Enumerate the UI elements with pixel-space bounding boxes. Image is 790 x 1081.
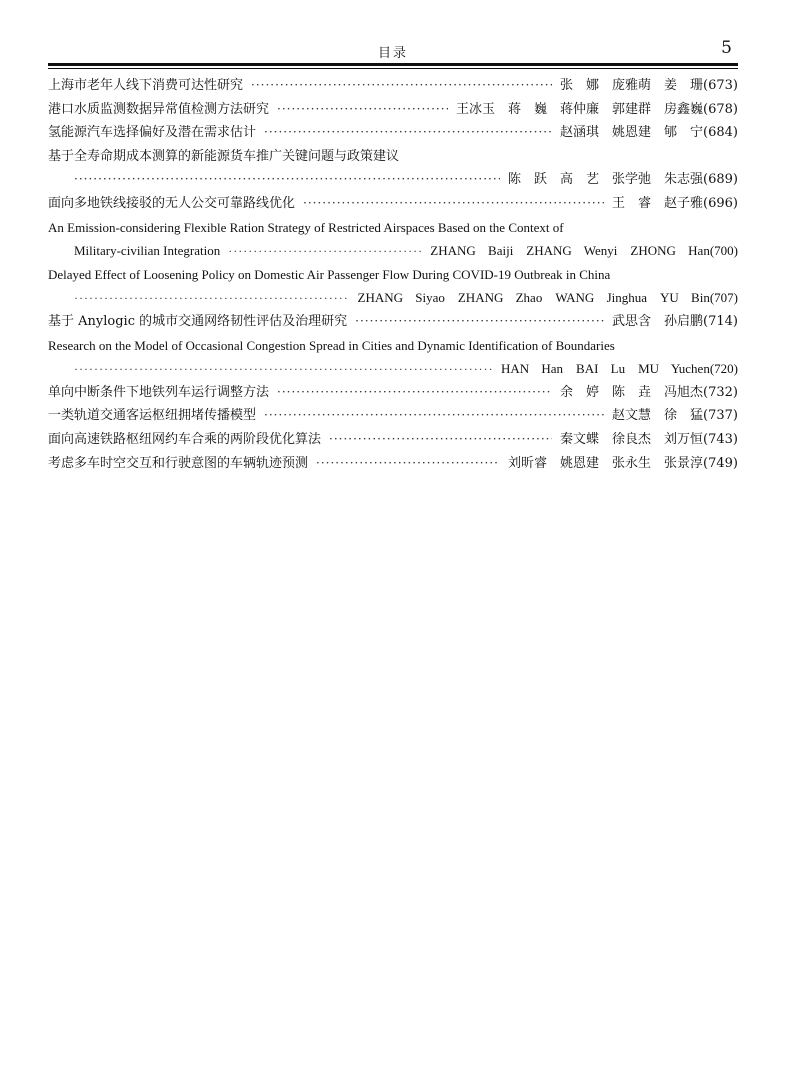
toc-entry-689-title[interactable]	[48, 145, 738, 169]
page-number: 5	[721, 38, 732, 58]
entry-title: 面向多地铁线接驳的无人公交可靠路线优化	[48, 195, 296, 211]
leader-dots	[329, 428, 552, 452]
toc-entry-749[interactable]	[48, 452, 738, 476]
leader-dots	[316, 452, 500, 476]
entry-title: Research on the Model of Occasional Congestion Spread in Cities and Dynamic Identification of Boundaries	[48, 337, 615, 353]
toc-entry-743[interactable]	[48, 428, 738, 452]
entry-authors: ZHANG Siyao ZHANG Zhao WANG Jinghua YU Bin	[357, 290, 710, 306]
toc-entry-700-title[interactable]	[48, 216, 738, 240]
entry-title: 上海市老年人线下消费可达性研究	[48, 78, 244, 93]
leader-dots	[74, 358, 493, 382]
leader-dots	[277, 381, 552, 405]
entry-authors: HAN Han BAI Lu MU Yuchen	[500, 361, 710, 377]
header-rule-thin	[48, 68, 738, 69]
entry-title: 考虑多车时空交互和行驶意图的车辆轨迹预测	[48, 455, 309, 471]
toc-entry-700-authors[interactable]	[48, 239, 738, 263]
entry-authors: 余 婷 陈 垚 冯旭杰	[560, 384, 704, 400]
toc-entry-696[interactable]	[48, 192, 738, 216]
toc-entry-707-title[interactable]	[48, 263, 738, 287]
entry-title: 单向中断条件下地铁列车运行调整方法	[48, 384, 270, 400]
entry-title: 基于 Anylogic 的城市交通网络韧性评估及治理研究	[48, 313, 348, 329]
entry-page: (684)	[703, 125, 738, 141]
entry-title: 基于全寿命期成本测算的新能源货车推广关键问题与政策建议	[48, 148, 400, 164]
leader-dots	[264, 121, 552, 145]
entry-authors: ZHANG Baiji ZHANG Wenyi ZHONG Han	[430, 243, 710, 259]
leader-dots	[74, 168, 500, 192]
entry-authors: 王冰玉 蒋 巍 蒋仲廉 郭建群 房鑫巍	[456, 101, 704, 117]
entry-authors: 陈 跃 高 艺 张学弛 朱志强	[508, 172, 704, 188]
toc-entry-689-authors[interactable]	[48, 168, 738, 192]
entry-authors: 赵涵琪 姚恩建 郇 宁	[560, 125, 704, 141]
entry-page: (737)	[703, 408, 738, 424]
entry-title: 面向高速铁路枢纽网约车合乘的两阶段优化算法	[48, 431, 322, 447]
entry-page: (732)	[703, 384, 738, 400]
entry-page: (700)	[709, 243, 738, 259]
entry-authors: 赵文慧 徐 猛	[612, 408, 704, 424]
entry-authors: 秦文蝶 徐良杰 刘万恒	[560, 431, 704, 447]
entry-authors: 武思含 孙启鹏	[612, 313, 704, 329]
entry-page: (749)	[703, 455, 738, 471]
toc-entry-714[interactable]	[48, 310, 738, 334]
toc-entry-684[interactable]	[48, 121, 738, 145]
leader-dots	[228, 240, 422, 264]
entry-title: Delayed Effect of Loosening Policy on Domestic Air Passenger Flow During COVID-19 Outbreak in China	[48, 266, 611, 282]
entry-title: 一类轨道交通客运枢纽拥堵传播模型	[48, 408, 257, 424]
entry-title: 氢能源汽车选择偏好及潜在需求估计	[48, 125, 257, 141]
entry-page: (689)	[703, 172, 738, 188]
leader-dots	[303, 192, 604, 216]
entry-page: (707)	[709, 290, 738, 306]
entry-page: (743)	[703, 431, 738, 447]
header-title: 目录	[377, 46, 408, 61]
entry-authors: 刘昕睿 姚恩建 张永生 张景淳	[508, 455, 704, 471]
leader-dots	[277, 98, 448, 122]
entry-title: An Emission-considering Flexible Ration Strategy of Restricted Airspaces Based on the Context of	[48, 219, 564, 235]
toc-entry-678[interactable]	[48, 98, 738, 122]
toc-entry-720-title[interactable]	[48, 334, 738, 358]
entry-page: (678)	[703, 101, 738, 117]
entry-page: (714)	[703, 313, 738, 329]
leader-dots	[251, 74, 552, 98]
toc-entry-673[interactable]	[48, 74, 738, 98]
toc-entry-707-authors[interactable]	[48, 286, 738, 310]
table-of-contents	[48, 74, 738, 475]
leader-dots	[74, 287, 350, 311]
toc-entry-720-authors[interactable]	[48, 357, 738, 381]
leader-dots	[355, 310, 604, 334]
header-rule-thick	[48, 63, 738, 66]
entry-page: (673)	[703, 78, 738, 93]
entry-authors: 张 娜 庞雅萌 姜 珊	[560, 78, 704, 93]
toc-entry-737[interactable]	[48, 404, 738, 428]
entry-title-continued: Military-civilian Integration	[74, 243, 221, 259]
page-header	[48, 38, 738, 60]
leader-dots	[264, 404, 604, 428]
entry-authors: 王 睿 赵子雅	[612, 195, 704, 211]
entry-title: 港口水质监测数据异常值检测方法研究	[48, 101, 270, 117]
entry-page: (696)	[703, 195, 738, 211]
toc-entry-732[interactable]	[48, 381, 738, 405]
entry-page: (720)	[709, 361, 738, 377]
